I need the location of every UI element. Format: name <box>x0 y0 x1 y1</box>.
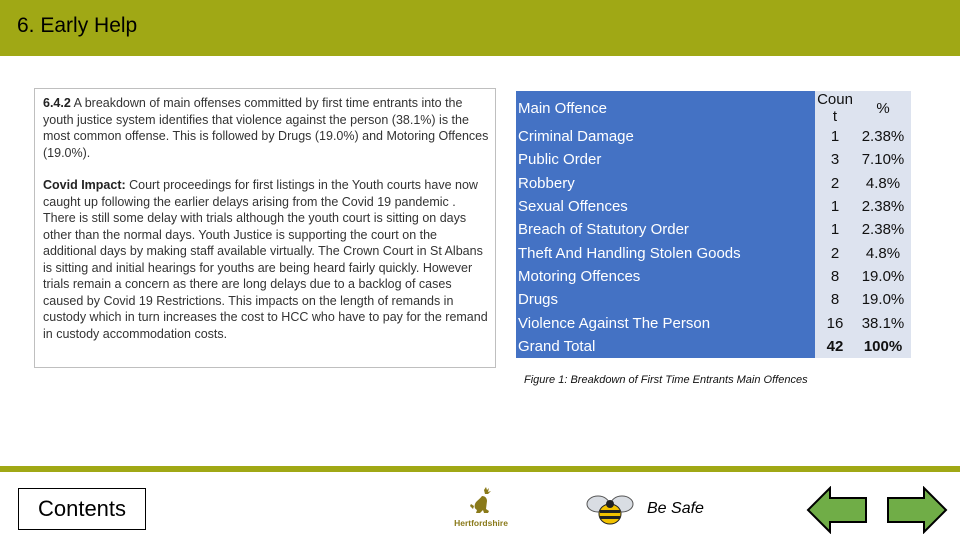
offence-percent: 2.38% <box>855 125 911 148</box>
table-row <box>516 195 911 218</box>
table-row <box>516 288 911 311</box>
description-textbox <box>34 88 496 368</box>
figure-caption: Figure 1: Breakdown of First Time Entrants Main Offences <box>524 374 808 386</box>
paragraph-breakdown <box>43 95 489 161</box>
footer-divider <box>0 466 960 472</box>
grand-total-row <box>516 335 911 358</box>
table-row <box>516 241 911 264</box>
offences-table <box>516 91 911 358</box>
table-row <box>516 265 911 288</box>
covid-text: Court proceedings for first listings in the Youth courts have now caught up following the earlier delays arising from the Covid 19 pandemic . There is still some delay with trials although the youth court is sitting on days other than the normal days. Youth Justice is supporting the court on the additional days by making staff available virtually. The Crown Court in St Albans is sitting and initial hearings for youths are being heard fairly quickly. However trials remain a concern as there are long delays due to a backlog of cases caused by Covid 19 Restrictions. This impacts on the length of remands in custody which in turn increases the cost to HCC who have to pay for the remand in custody accommodation costs. <box>43 178 488 341</box>
header-count: Coun t <box>815 91 855 125</box>
table-row <box>516 311 911 334</box>
header-percent: % <box>855 91 911 125</box>
table-row <box>516 218 911 241</box>
offence-percent: 19.0% <box>855 288 911 311</box>
offence-percent: 4.8% <box>855 172 911 195</box>
table-row <box>516 148 911 171</box>
offence-percent: 2.38% <box>855 195 911 218</box>
offence-name: Breach of Statutory Order <box>516 218 815 241</box>
offence-count: 1 <box>815 125 855 148</box>
table-row <box>516 125 911 148</box>
offence-count: 3 <box>815 148 855 171</box>
right-arrow-icon[interactable] <box>886 486 948 534</box>
hertfordshire-logo-icon <box>448 486 514 530</box>
logo-text: Hertfordshire <box>454 518 508 528</box>
offence-count: 1 <box>815 218 855 241</box>
offence-name: Sexual Offences <box>516 195 815 218</box>
offence-percent: 38.1% <box>855 311 911 334</box>
covid-heading: Covid Impact: <box>43 178 126 192</box>
offence-count: 8 <box>815 265 855 288</box>
page-title: 6. Early Help <box>17 14 138 37</box>
offence-percent: 2.38% <box>855 218 911 241</box>
offence-count: 1 <box>815 195 855 218</box>
paragraph-covid <box>43 177 489 342</box>
bee-icon <box>584 494 636 528</box>
offence-percent: 4.8% <box>855 241 911 264</box>
left-arrow-icon[interactable] <box>806 486 868 534</box>
table-header-row <box>516 91 911 125</box>
breakdown-text: A breakdown of main offenses committed by first time entrants into the youth justice system identifies that violence against the person (38.1%) is the most common offense. This is followed by Drugs (19.0%) and Motoring Offences (19.0%). <box>43 96 489 160</box>
contents-button[interactable]: Contents <box>18 488 146 530</box>
total-percent: 100% <box>855 335 911 358</box>
offence-count: 16 <box>815 311 855 334</box>
total-label: Grand Total <box>516 335 815 358</box>
offence-count: 2 <box>815 172 855 195</box>
section-number: 6.4.2 <box>43 96 71 110</box>
offence-percent: 19.0% <box>855 265 911 288</box>
offence-count: 8 <box>815 288 855 311</box>
be-safe-label: Be Safe <box>647 500 704 517</box>
offence-name: Theft And Handling Stolen Goods <box>516 241 815 264</box>
offence-count: 2 <box>815 241 855 264</box>
total-count: 42 <box>815 335 855 358</box>
offence-name: Drugs <box>516 288 815 311</box>
table-row <box>516 172 911 195</box>
header-main-offence: Main Offence <box>516 91 815 125</box>
offence-percent: 7.10% <box>855 148 911 171</box>
offence-name: Robbery <box>516 172 815 195</box>
offence-name: Violence Against The Person <box>516 311 815 334</box>
header-bar <box>0 0 960 56</box>
offence-name: Criminal Damage <box>516 125 815 148</box>
offence-name: Public Order <box>516 148 815 171</box>
offence-name: Motoring Offences <box>516 265 815 288</box>
